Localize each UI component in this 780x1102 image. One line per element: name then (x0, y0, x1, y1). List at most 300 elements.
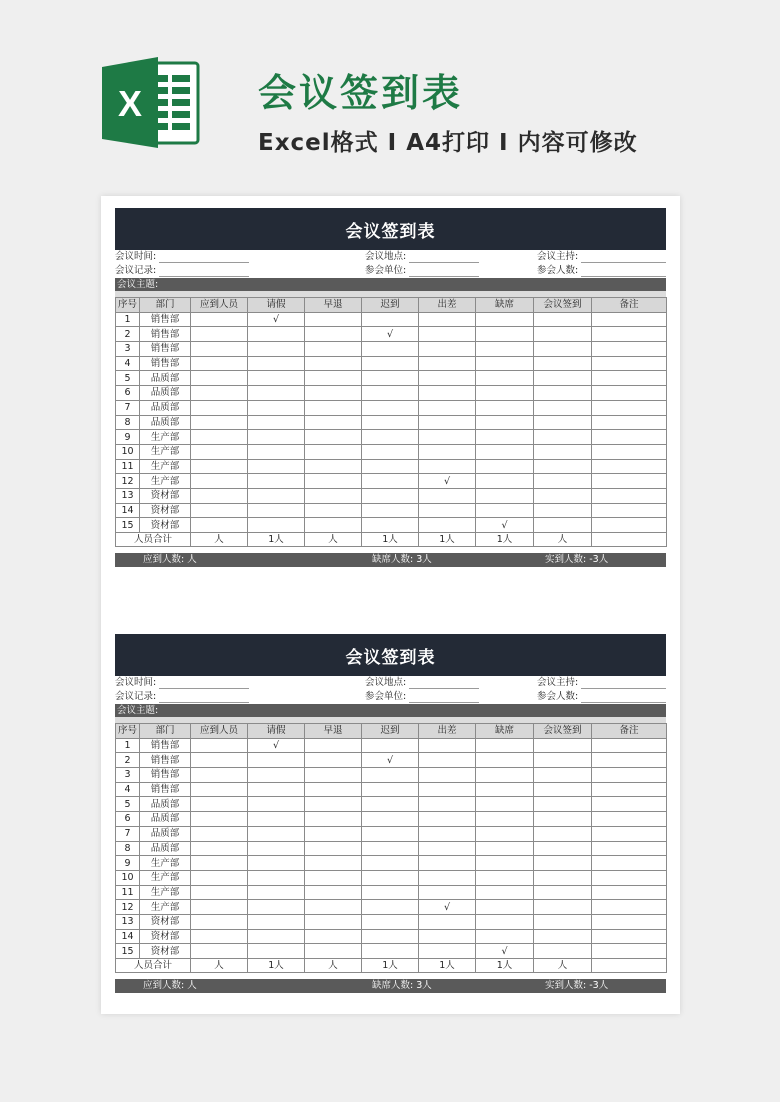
table-cell[interactable] (419, 415, 476, 430)
table-cell[interactable] (419, 503, 476, 518)
meeting-recorder-field[interactable] (159, 702, 249, 703)
table-cell[interactable]: 资材部 (140, 929, 191, 944)
table-cell[interactable] (592, 753, 667, 768)
table-cell[interactable] (248, 753, 305, 768)
table-cell[interactable] (362, 929, 419, 944)
meeting-place-field[interactable] (409, 688, 479, 689)
table-cell[interactable] (592, 856, 667, 871)
table-cell[interactable] (534, 914, 592, 929)
table-cell[interactable]: 7 (116, 400, 140, 415)
table-cell[interactable] (248, 518, 305, 533)
table-cell[interactable]: √ (476, 944, 534, 959)
table-cell[interactable]: 3 (116, 342, 140, 357)
table-cell[interactable] (305, 768, 362, 783)
table-cell[interactable] (362, 356, 419, 371)
table-cell[interactable] (534, 327, 592, 342)
meeting-time-field[interactable] (159, 688, 249, 689)
table-cell[interactable] (419, 753, 476, 768)
table-cell[interactable] (592, 474, 667, 489)
table-cell[interactable] (476, 312, 534, 327)
table-cell[interactable] (592, 356, 667, 371)
table-cell[interactable] (362, 474, 419, 489)
table-cell[interactable] (248, 474, 305, 489)
table-cell[interactable] (592, 900, 667, 915)
table-cell[interactable] (191, 488, 248, 503)
table-cell[interactable]: 8 (116, 415, 140, 430)
table-cell[interactable] (248, 826, 305, 841)
table-cell[interactable] (191, 797, 248, 812)
table-cell[interactable] (191, 856, 248, 871)
table-cell[interactable] (362, 444, 419, 459)
table-cell[interactable]: 生产部 (140, 885, 191, 900)
table-cell[interactable]: 2 (116, 753, 140, 768)
table-cell[interactable] (248, 914, 305, 929)
table-cell[interactable] (248, 356, 305, 371)
table-cell[interactable]: √ (248, 738, 305, 753)
table-cell[interactable]: 11 (116, 459, 140, 474)
table-cell[interactable]: 资材部 (140, 488, 191, 503)
table-cell[interactable] (592, 929, 667, 944)
table-cell[interactable] (534, 474, 592, 489)
table-cell[interactable] (248, 856, 305, 871)
table-cell[interactable]: 销售部 (140, 768, 191, 783)
table-cell[interactable] (305, 812, 362, 827)
table-cell[interactable] (419, 812, 476, 827)
table-cell[interactable] (362, 518, 419, 533)
table-cell[interactable] (419, 885, 476, 900)
table-cell[interactable] (534, 518, 592, 533)
table-cell[interactable] (191, 826, 248, 841)
table-cell[interactable] (534, 503, 592, 518)
table-cell[interactable] (248, 503, 305, 518)
table-cell[interactable] (592, 312, 667, 327)
table-cell[interactable] (362, 856, 419, 871)
table-cell[interactable]: 9 (116, 430, 140, 445)
meeting-recorder-field[interactable] (159, 276, 249, 277)
table-cell[interactable] (362, 312, 419, 327)
table-cell[interactable] (592, 342, 667, 357)
table-cell[interactable] (476, 782, 534, 797)
table-cell[interactable]: 资材部 (140, 518, 191, 533)
table-cell[interactable] (476, 914, 534, 929)
table-cell[interactable] (362, 488, 419, 503)
table-cell[interactable] (419, 768, 476, 783)
table-cell[interactable]: 1 (116, 312, 140, 327)
table-cell[interactable]: 品质部 (140, 415, 191, 430)
table-cell[interactable] (534, 885, 592, 900)
table-cell[interactable] (305, 944, 362, 959)
table-cell[interactable] (476, 386, 534, 401)
table-cell[interactable]: 7 (116, 826, 140, 841)
table-cell[interactable]: 13 (116, 914, 140, 929)
table-cell[interactable] (248, 342, 305, 357)
table-cell[interactable] (534, 415, 592, 430)
table-cell[interactable]: 5 (116, 797, 140, 812)
table-cell[interactable]: 销售部 (140, 327, 191, 342)
table-cell[interactable] (592, 841, 667, 856)
table-cell[interactable] (476, 885, 534, 900)
table-cell[interactable] (534, 342, 592, 357)
table-cell[interactable]: 6 (116, 812, 140, 827)
table-cell[interactable] (362, 870, 419, 885)
table-cell[interactable] (191, 944, 248, 959)
meeting-place-field[interactable] (409, 262, 479, 263)
table-cell[interactable] (362, 841, 419, 856)
table-cell[interactable] (248, 459, 305, 474)
table-cell[interactable]: √ (248, 312, 305, 327)
table-cell[interactable] (305, 826, 362, 841)
table-cell[interactable] (592, 870, 667, 885)
table-cell[interactable] (191, 386, 248, 401)
table-cell[interactable] (305, 753, 362, 768)
table-cell[interactable] (191, 342, 248, 357)
table-cell[interactable] (419, 856, 476, 871)
table-cell[interactable] (362, 914, 419, 929)
meeting-host-field[interactable] (581, 688, 666, 689)
meeting-topic-bar[interactable]: 会议主题: (115, 278, 666, 291)
table-cell[interactable]: 销售部 (140, 782, 191, 797)
table-cell[interactable] (305, 518, 362, 533)
table-cell[interactable] (476, 444, 534, 459)
table-cell[interactable]: 8 (116, 841, 140, 856)
table-cell[interactable] (248, 797, 305, 812)
table-cell[interactable] (419, 430, 476, 445)
table-cell[interactable] (248, 885, 305, 900)
table-cell[interactable] (248, 929, 305, 944)
table-cell[interactable]: 13 (116, 488, 140, 503)
table-cell[interactable] (476, 371, 534, 386)
table-cell[interactable] (191, 312, 248, 327)
table-cell[interactable] (592, 327, 667, 342)
table-cell[interactable] (592, 488, 667, 503)
table-cell[interactable] (592, 797, 667, 812)
table-cell[interactable]: 生产部 (140, 870, 191, 885)
table-cell[interactable] (191, 914, 248, 929)
table-cell[interactable] (191, 870, 248, 885)
table-cell[interactable] (419, 782, 476, 797)
table-cell[interactable]: 品质部 (140, 400, 191, 415)
table-cell[interactable] (191, 900, 248, 915)
table-cell[interactable] (305, 459, 362, 474)
table-cell[interactable]: 生产部 (140, 900, 191, 915)
table-cell[interactable] (191, 371, 248, 386)
table-cell[interactable] (419, 356, 476, 371)
table-cell[interactable] (191, 738, 248, 753)
table-cell[interactable] (592, 444, 667, 459)
table-cell[interactable] (191, 430, 248, 445)
table-cell[interactable]: 11 (116, 885, 140, 900)
table-cell[interactable] (191, 400, 248, 415)
table-cell[interactable] (419, 826, 476, 841)
table-cell[interactable]: √ (362, 327, 419, 342)
table-cell[interactable] (592, 430, 667, 445)
table-cell[interactable] (248, 415, 305, 430)
table-cell[interactable]: 6 (116, 386, 140, 401)
table-cell[interactable] (476, 488, 534, 503)
table-cell[interactable] (305, 356, 362, 371)
table-cell[interactable] (419, 342, 476, 357)
table-cell[interactable]: 10 (116, 870, 140, 885)
meeting-topic-bar[interactable]: 会议主题: (115, 704, 666, 717)
table-cell[interactable]: 销售部 (140, 753, 191, 768)
table-cell[interactable] (476, 768, 534, 783)
table-cell[interactable] (248, 870, 305, 885)
table-cell[interactable] (305, 327, 362, 342)
table-cell[interactable] (534, 841, 592, 856)
table-cell[interactable] (419, 738, 476, 753)
table-cell[interactable]: 销售部 (140, 356, 191, 371)
table-cell[interactable]: √ (419, 474, 476, 489)
table-cell[interactable] (592, 782, 667, 797)
table-cell[interactable]: 生产部 (140, 474, 191, 489)
table-cell[interactable] (534, 856, 592, 871)
table-cell[interactable] (592, 944, 667, 959)
table-cell[interactable] (592, 914, 667, 929)
table-cell[interactable] (305, 386, 362, 401)
table-cell[interactable] (362, 900, 419, 915)
table-cell[interactable] (419, 944, 476, 959)
table-cell[interactable] (191, 885, 248, 900)
table-cell[interactable] (362, 342, 419, 357)
table-cell[interactable] (248, 400, 305, 415)
table-cell[interactable] (305, 914, 362, 929)
table-cell[interactable] (305, 503, 362, 518)
table-cell[interactable] (305, 900, 362, 915)
table-cell[interactable]: 14 (116, 929, 140, 944)
table-cell[interactable] (476, 415, 534, 430)
table-cell[interactable] (534, 444, 592, 459)
table-cell[interactable]: 3 (116, 768, 140, 783)
table-cell[interactable] (191, 415, 248, 430)
table-cell[interactable] (534, 782, 592, 797)
table-cell[interactable] (362, 812, 419, 827)
table-cell[interactable] (191, 474, 248, 489)
table-cell[interactable] (534, 371, 592, 386)
table-cell[interactable]: 12 (116, 900, 140, 915)
table-cell[interactable] (305, 870, 362, 885)
table-cell[interactable] (248, 327, 305, 342)
table-cell[interactable] (191, 753, 248, 768)
table-cell[interactable] (592, 768, 667, 783)
table-cell[interactable]: 4 (116, 782, 140, 797)
table-cell[interactable] (362, 738, 419, 753)
table-cell[interactable] (362, 885, 419, 900)
table-cell[interactable] (476, 841, 534, 856)
table-cell[interactable] (592, 386, 667, 401)
table-cell[interactable] (305, 415, 362, 430)
table-cell[interactable] (419, 518, 476, 533)
table-cell[interactable] (248, 782, 305, 797)
table-cell[interactable] (534, 870, 592, 885)
table-cell[interactable] (191, 356, 248, 371)
table-cell[interactable]: 9 (116, 856, 140, 871)
table-cell[interactable] (534, 430, 592, 445)
table-cell[interactable] (476, 430, 534, 445)
table-cell[interactable] (191, 782, 248, 797)
table-cell[interactable] (592, 826, 667, 841)
table-cell[interactable] (476, 356, 534, 371)
table-cell[interactable] (362, 826, 419, 841)
table-cell[interactable] (248, 812, 305, 827)
table-cell[interactable] (419, 386, 476, 401)
table-cell[interactable] (476, 797, 534, 812)
attending-unit-field[interactable] (409, 702, 479, 703)
table-cell[interactable] (476, 474, 534, 489)
table-cell[interactable] (534, 900, 592, 915)
table-cell[interactable]: 生产部 (140, 856, 191, 871)
table-cell[interactable] (191, 444, 248, 459)
table-cell[interactable] (419, 914, 476, 929)
table-cell[interactable]: 销售部 (140, 342, 191, 357)
table-cell[interactable] (419, 400, 476, 415)
table-cell[interactable] (592, 459, 667, 474)
table-cell[interactable] (534, 826, 592, 841)
table-cell[interactable]: 品质部 (140, 826, 191, 841)
table-cell[interactable] (248, 430, 305, 445)
table-cell[interactable]: 品质部 (140, 841, 191, 856)
table-cell[interactable] (248, 768, 305, 783)
table-cell[interactable] (305, 797, 362, 812)
table-cell[interactable]: √ (476, 518, 534, 533)
table-cell[interactable] (534, 753, 592, 768)
table-cell[interactable]: 资材部 (140, 914, 191, 929)
table-cell[interactable] (592, 371, 667, 386)
table-cell[interactable]: 15 (116, 944, 140, 959)
table-cell[interactable] (362, 797, 419, 812)
table-cell[interactable] (305, 430, 362, 445)
table-cell[interactable] (305, 929, 362, 944)
table-cell[interactable] (419, 929, 476, 944)
table-cell[interactable] (191, 518, 248, 533)
table-cell[interactable]: 生产部 (140, 459, 191, 474)
table-cell[interactable] (248, 386, 305, 401)
table-cell[interactable]: 销售部 (140, 738, 191, 753)
table-cell[interactable] (534, 929, 592, 944)
table-cell[interactable] (305, 488, 362, 503)
table-cell[interactable] (476, 856, 534, 871)
table-cell[interactable] (191, 841, 248, 856)
table-cell[interactable] (191, 929, 248, 944)
table-cell[interactable] (534, 797, 592, 812)
table-cell[interactable] (362, 782, 419, 797)
table-cell[interactable] (362, 430, 419, 445)
table-cell[interactable] (362, 400, 419, 415)
table-cell[interactable] (419, 797, 476, 812)
table-cell[interactable] (592, 738, 667, 753)
table-cell[interactable] (305, 312, 362, 327)
table-cell[interactable] (191, 327, 248, 342)
table-cell[interactable] (419, 488, 476, 503)
table-cell[interactable]: 生产部 (140, 444, 191, 459)
attendee-count-field[interactable] (581, 702, 666, 703)
table-cell[interactable] (592, 812, 667, 827)
table-cell[interactable] (248, 944, 305, 959)
table-cell[interactable] (248, 444, 305, 459)
table-cell[interactable] (305, 782, 362, 797)
table-cell[interactable]: 生产部 (140, 430, 191, 445)
table-cell[interactable] (534, 812, 592, 827)
attending-unit-field[interactable] (409, 276, 479, 277)
table-cell[interactable] (419, 327, 476, 342)
meeting-host-field[interactable] (581, 262, 666, 263)
table-cell[interactable] (534, 386, 592, 401)
table-cell[interactable] (362, 415, 419, 430)
table-cell[interactable]: 资材部 (140, 503, 191, 518)
table-cell[interactable] (191, 768, 248, 783)
table-cell[interactable] (305, 371, 362, 386)
table-cell[interactable] (534, 768, 592, 783)
table-cell[interactable]: 15 (116, 518, 140, 533)
table-cell[interactable] (476, 342, 534, 357)
table-cell[interactable] (362, 371, 419, 386)
table-cell[interactable]: √ (362, 753, 419, 768)
table-cell[interactable] (534, 738, 592, 753)
table-cell[interactable] (362, 459, 419, 474)
table-cell[interactable]: 2 (116, 327, 140, 342)
table-cell[interactable] (476, 900, 534, 915)
table-cell[interactable] (592, 503, 667, 518)
table-cell[interactable] (305, 474, 362, 489)
table-cell[interactable] (248, 900, 305, 915)
table-cell[interactable] (476, 826, 534, 841)
table-cell[interactable]: 12 (116, 474, 140, 489)
table-cell[interactable] (534, 400, 592, 415)
table-cell[interactable] (305, 841, 362, 856)
table-cell[interactable] (534, 312, 592, 327)
table-cell[interactable]: 10 (116, 444, 140, 459)
table-cell[interactable] (476, 929, 534, 944)
table-cell[interactable]: 品质部 (140, 812, 191, 827)
table-cell[interactable] (419, 459, 476, 474)
table-cell[interactable]: √ (419, 900, 476, 915)
table-cell[interactable] (305, 444, 362, 459)
table-cell[interactable]: 品质部 (140, 797, 191, 812)
table-cell[interactable]: 资材部 (140, 944, 191, 959)
table-cell[interactable] (476, 812, 534, 827)
table-cell[interactable] (592, 400, 667, 415)
table-cell[interactable] (419, 870, 476, 885)
table-cell[interactable] (191, 503, 248, 518)
table-cell[interactable] (476, 753, 534, 768)
table-cell[interactable] (592, 415, 667, 430)
table-cell[interactable] (305, 885, 362, 900)
table-cell[interactable] (191, 459, 248, 474)
table-cell[interactable]: 品质部 (140, 371, 191, 386)
table-cell[interactable] (534, 459, 592, 474)
table-cell[interactable] (534, 944, 592, 959)
table-cell[interactable] (362, 503, 419, 518)
table-cell[interactable] (305, 738, 362, 753)
table-cell[interactable] (419, 444, 476, 459)
table-cell[interactable]: 1 (116, 738, 140, 753)
table-cell[interactable]: 14 (116, 503, 140, 518)
table-cell[interactable] (305, 342, 362, 357)
table-cell[interactable] (476, 400, 534, 415)
table-cell[interactable] (191, 812, 248, 827)
table-cell[interactable] (476, 870, 534, 885)
table-cell[interactable] (248, 488, 305, 503)
table-cell[interactable] (248, 841, 305, 856)
table-cell[interactable] (592, 518, 667, 533)
table-cell[interactable] (476, 738, 534, 753)
table-cell[interactable] (534, 488, 592, 503)
table-cell[interactable] (362, 386, 419, 401)
table-cell[interactable] (419, 371, 476, 386)
table-cell[interactable] (305, 400, 362, 415)
table-cell[interactable] (476, 459, 534, 474)
table-cell[interactable] (362, 944, 419, 959)
table-cell[interactable] (534, 356, 592, 371)
